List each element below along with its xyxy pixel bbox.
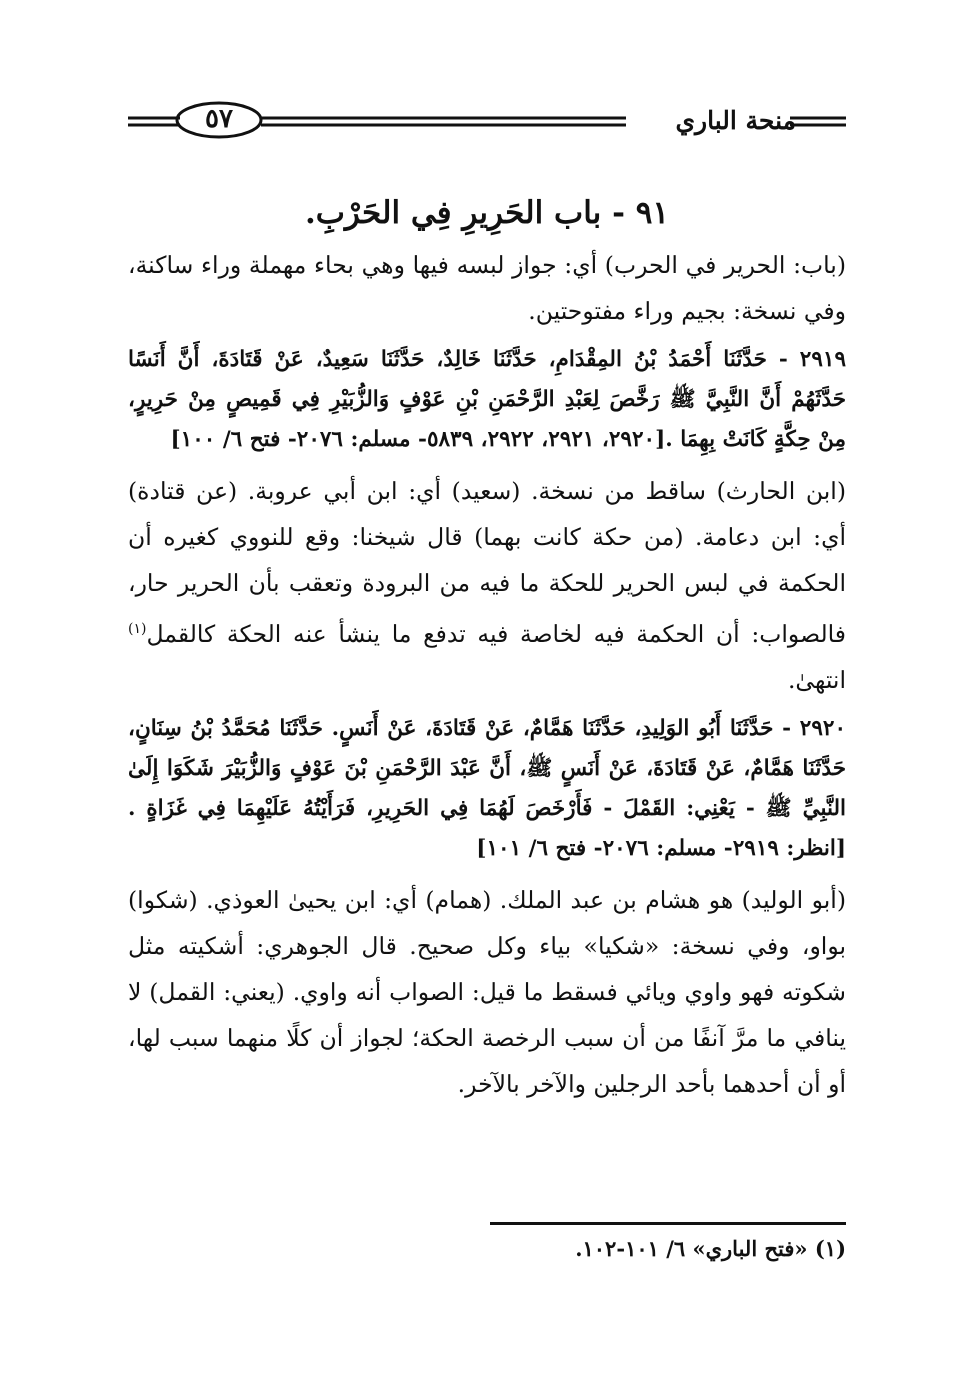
commentary-paragraph-2 [128,468,846,703]
hadith-2919: ٢٩١٩ - حَدَّثَنَا أَحْمَدُ بْنُ المِقْدَامِ، حَدَّثَنَا خَالِدٌ، حَدَّثَنَا سَعِيدٌ، عَنْ قَتَادَةَ، أَنَّ أَنَسًا حَدَّثَهُمْ أَنَّ النَّبِيَّ ﷺ رَخَّصَ لِعَبْدِ الرَّحْمَنِ بْنِ عَوْفٍ وَالزُّبَيْرِ فِي قَمِيصٍ مِنْ حَرِيرٍ، مِنْ حِكَّةٍ كَانَتْ بِهِمَا .[٢٩٢٠، ٢٩٢١، ٢٩٢٢، ٥٨٣٩- مسلم: ٢٠٧٦- فتح ٦/ ١٠٠] [128,347,846,452]
footnote-reference: (١) [128,621,147,637]
commentary-paragraph-1: (باب: الحرير في الحرب) أي: جواز لبسه فيها وهي بحاء مهملة وراء ساكنة، وفي نسخة: بجيم وراء مفتوحتين. [128,251,846,325]
commentary-text: (ابن الحارث) ساقط من نسخة. (سعيد) أي: ابن أبي عروبة. (عن قتادة) أي: ابن دعامة. (من حكة كانت بهما) قال شيخنا: وقع للنووي كغيره أن الحكمة في لبس الحرير للحكة ما فيه من البرودة وتعقب بأن الحرير حار، فالصواب: أن الحكمة فيه لخاصة فيه تدفع ما ينشأ عنه الحكة كالقمل [128,477,846,648]
footnote-divider [490,1222,846,1225]
hadith-2920: ٢٩٢٠ - حَدَّثَنَا أَبُو الوَلِيدِ، حَدَّثَنَا هَمَّامٌ، عَنْ قَتَادَةَ، عَنْ أَنَسٍ. حَدَّثَنَا مُحَمَّدُ بْنُ سِنَانٍ، حَدَّثَنَا هَمَّامٌ، عَنْ قَتَادَةَ، عَنْ أَنَسٍ ﷺ، أَنَّ عَبْدَ الرَّحْمَنِ بْنَ عَوْفٍ وَالزُّبَيْرَ شَكَوَا إِلَىٰ النَّبِيِّ ﷺ - يَعْنِي: القَمْلَ - فَأَرْخَصَ لَهُمَا فِي الحَرِيرِ، فَرَأَيْتُهُ عَلَيْهِمَا فِي غَزَاةٍ .[انظر: ٢٩١٩- مسلم: ٢٠٧٦- فتح ٦/ ١٠١] [128,715,846,861]
page-content [128,190,846,1113]
commentary-ending: انتهىٰ. [787,665,846,694]
running-title: منحة الباري [675,106,796,135]
page-header [128,98,846,148]
commentary-paragraph-3: (أبو الوليد) هو هشام بن عبد الملك. (همام) أي: ابن يحيىٰ العوذي. (شكوا) بواو، وفي نسخة: «شكيا» بياء وكل صحيح. قال الجوهري: أشكيته مثل شكوته فهو واوي ويائي فسقط ما قيل: الصواب أنه واوي. (يعني: القمل) لا ينافي ما مرَّ آنفًا من أن سبب الرخصة الحكة؛ لجواز أن كلًا منهما سبب لها، أو أن أحدهما بأحد الرجلين والآخر بالآخر. [128,885,846,1098]
footnote: (١) «فتح الباري» ٦/ ١٠١-١٠٢. [575,1236,846,1261]
page-number: ٥٧ [205,104,233,134]
chapter-title: ٩١ - باب الحَرِيرِ فِي الحَرْبِ. [304,195,670,231]
